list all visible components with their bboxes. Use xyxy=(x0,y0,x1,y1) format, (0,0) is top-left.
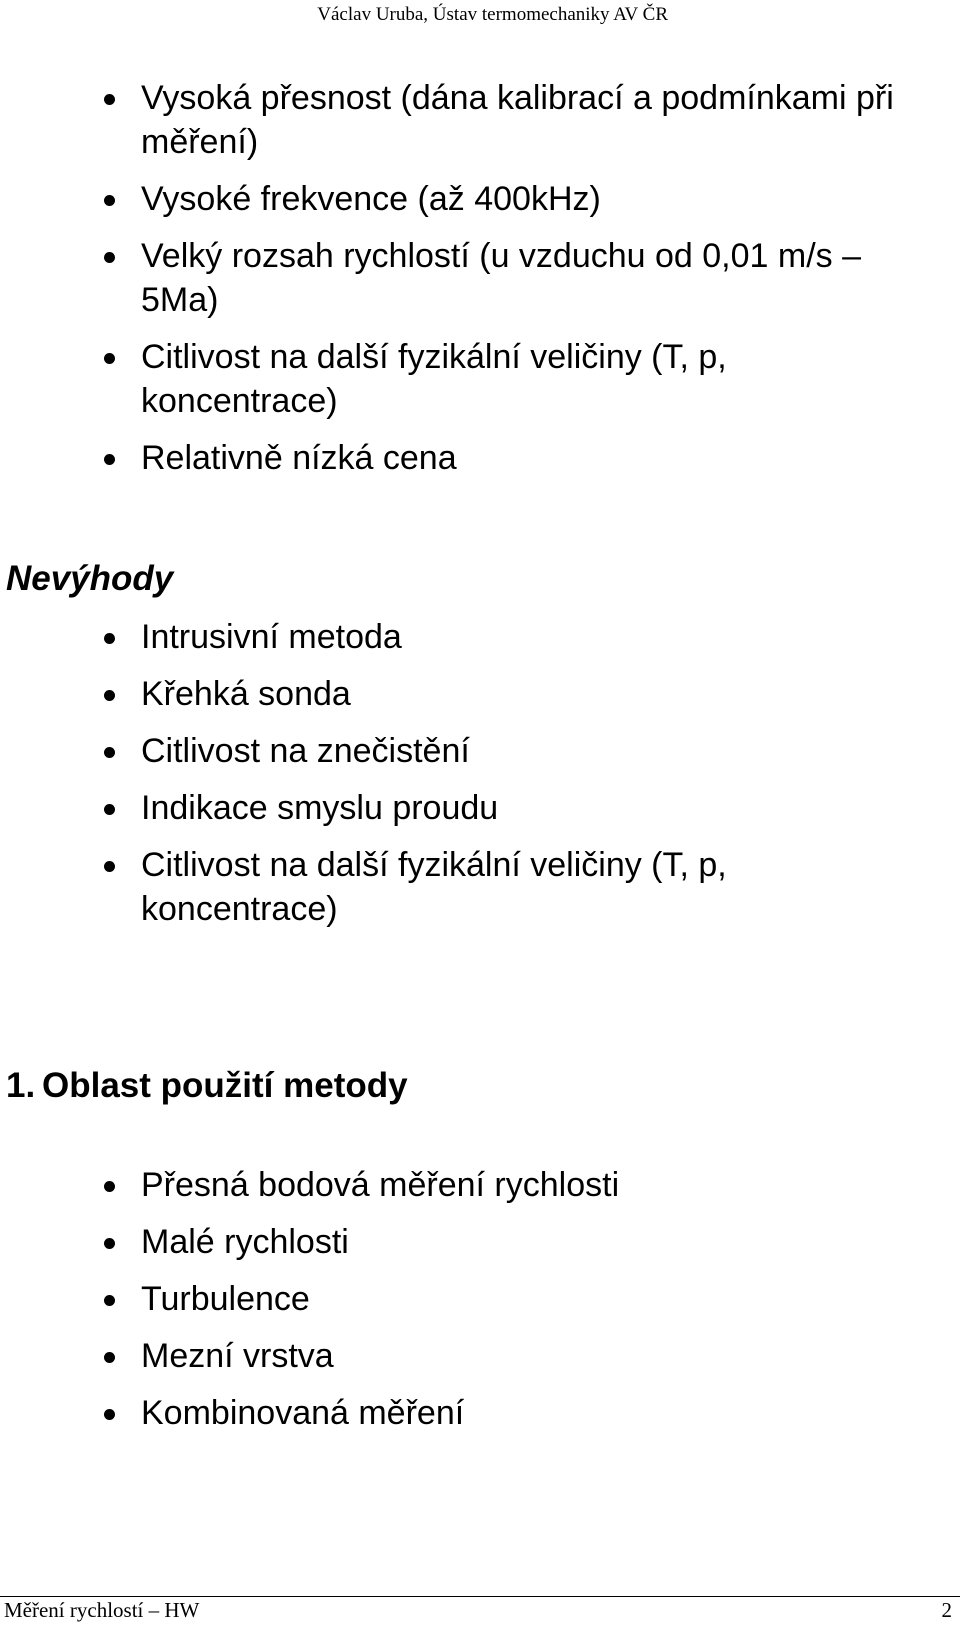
section-number: 1. xyxy=(6,1066,36,1105)
list-item-text: Relativně nízká cena xyxy=(141,439,457,477)
list-item-text: Turbulence xyxy=(141,1280,310,1318)
advantages-list xyxy=(0,76,960,493)
bullet-icon xyxy=(104,1238,115,1249)
list-item-text: Citlivost na další fyzikální veličiny (T, p, koncentrace) xyxy=(141,846,727,928)
bullet-icon xyxy=(104,353,115,364)
list-item-text: Mezní vrstva xyxy=(141,1337,334,1375)
list-item xyxy=(0,786,960,830)
bullet-icon xyxy=(104,94,115,105)
list-item-text: Citlivost na další fyzikální veličiny (T, p, koncentrace) xyxy=(141,338,727,420)
list-item xyxy=(0,1163,960,1207)
list-item-text: Vysoké frekvence (až 400kHz) xyxy=(141,180,601,218)
bullet-icon xyxy=(104,804,115,815)
section-title-text: Oblast použití metody xyxy=(42,1066,408,1105)
list-item xyxy=(0,672,960,716)
bullet-icon xyxy=(104,454,115,465)
list-item xyxy=(0,843,960,931)
list-item-text: Malé rychlosti xyxy=(141,1223,349,1261)
section-title-usage xyxy=(6,1064,408,1108)
list-item xyxy=(0,234,960,322)
list-item-text: Indikace smyslu proudu xyxy=(141,789,499,827)
usage-list xyxy=(0,1163,960,1448)
list-item xyxy=(0,1391,960,1435)
list-item-text: Kombinovaná měření xyxy=(141,1394,465,1432)
list-item xyxy=(0,1334,960,1378)
list-item xyxy=(0,335,960,423)
bullet-icon xyxy=(104,747,115,758)
list-item-text: Citlivost na znečistění xyxy=(141,732,470,770)
bullet-icon xyxy=(104,1352,115,1363)
list-item xyxy=(0,1220,960,1264)
list-item-text: Vysoká přesnost (dána kalibrací a podmínkami při měření) xyxy=(141,79,894,161)
page-header: Václav Uruba, Ústav termomechaniky AV ČR xyxy=(317,4,668,25)
bullet-icon xyxy=(104,1409,115,1420)
list-item-text: Přesná bodová měření rychlosti xyxy=(141,1166,620,1204)
list-item-text: Křehká sonda xyxy=(141,675,351,713)
bullet-icon xyxy=(104,861,115,872)
footer-title: Měření rychlostí – HW xyxy=(4,1598,200,1622)
list-item xyxy=(0,615,960,659)
bullet-icon xyxy=(104,252,115,263)
list-item-text: Velký rozsah rychlostí (u vzduchu od 0,01 m/s – 5Ma) xyxy=(141,237,862,319)
bullet-icon xyxy=(104,195,115,206)
page-number: 2 xyxy=(941,1598,952,1622)
disadvantages-list xyxy=(0,615,960,944)
bullet-icon xyxy=(104,1181,115,1192)
footer-divider xyxy=(0,1596,960,1597)
bullet-icon xyxy=(104,1295,115,1306)
list-item xyxy=(0,76,960,164)
section-title-disadvantages: Nevýhody xyxy=(6,559,174,598)
list-item xyxy=(0,1277,960,1321)
list-item xyxy=(0,177,960,221)
list-item xyxy=(0,729,960,773)
bullet-icon xyxy=(104,633,115,644)
list-item xyxy=(0,436,960,480)
list-item-text: Intrusivní metoda xyxy=(141,618,402,656)
bullet-icon xyxy=(104,690,115,701)
